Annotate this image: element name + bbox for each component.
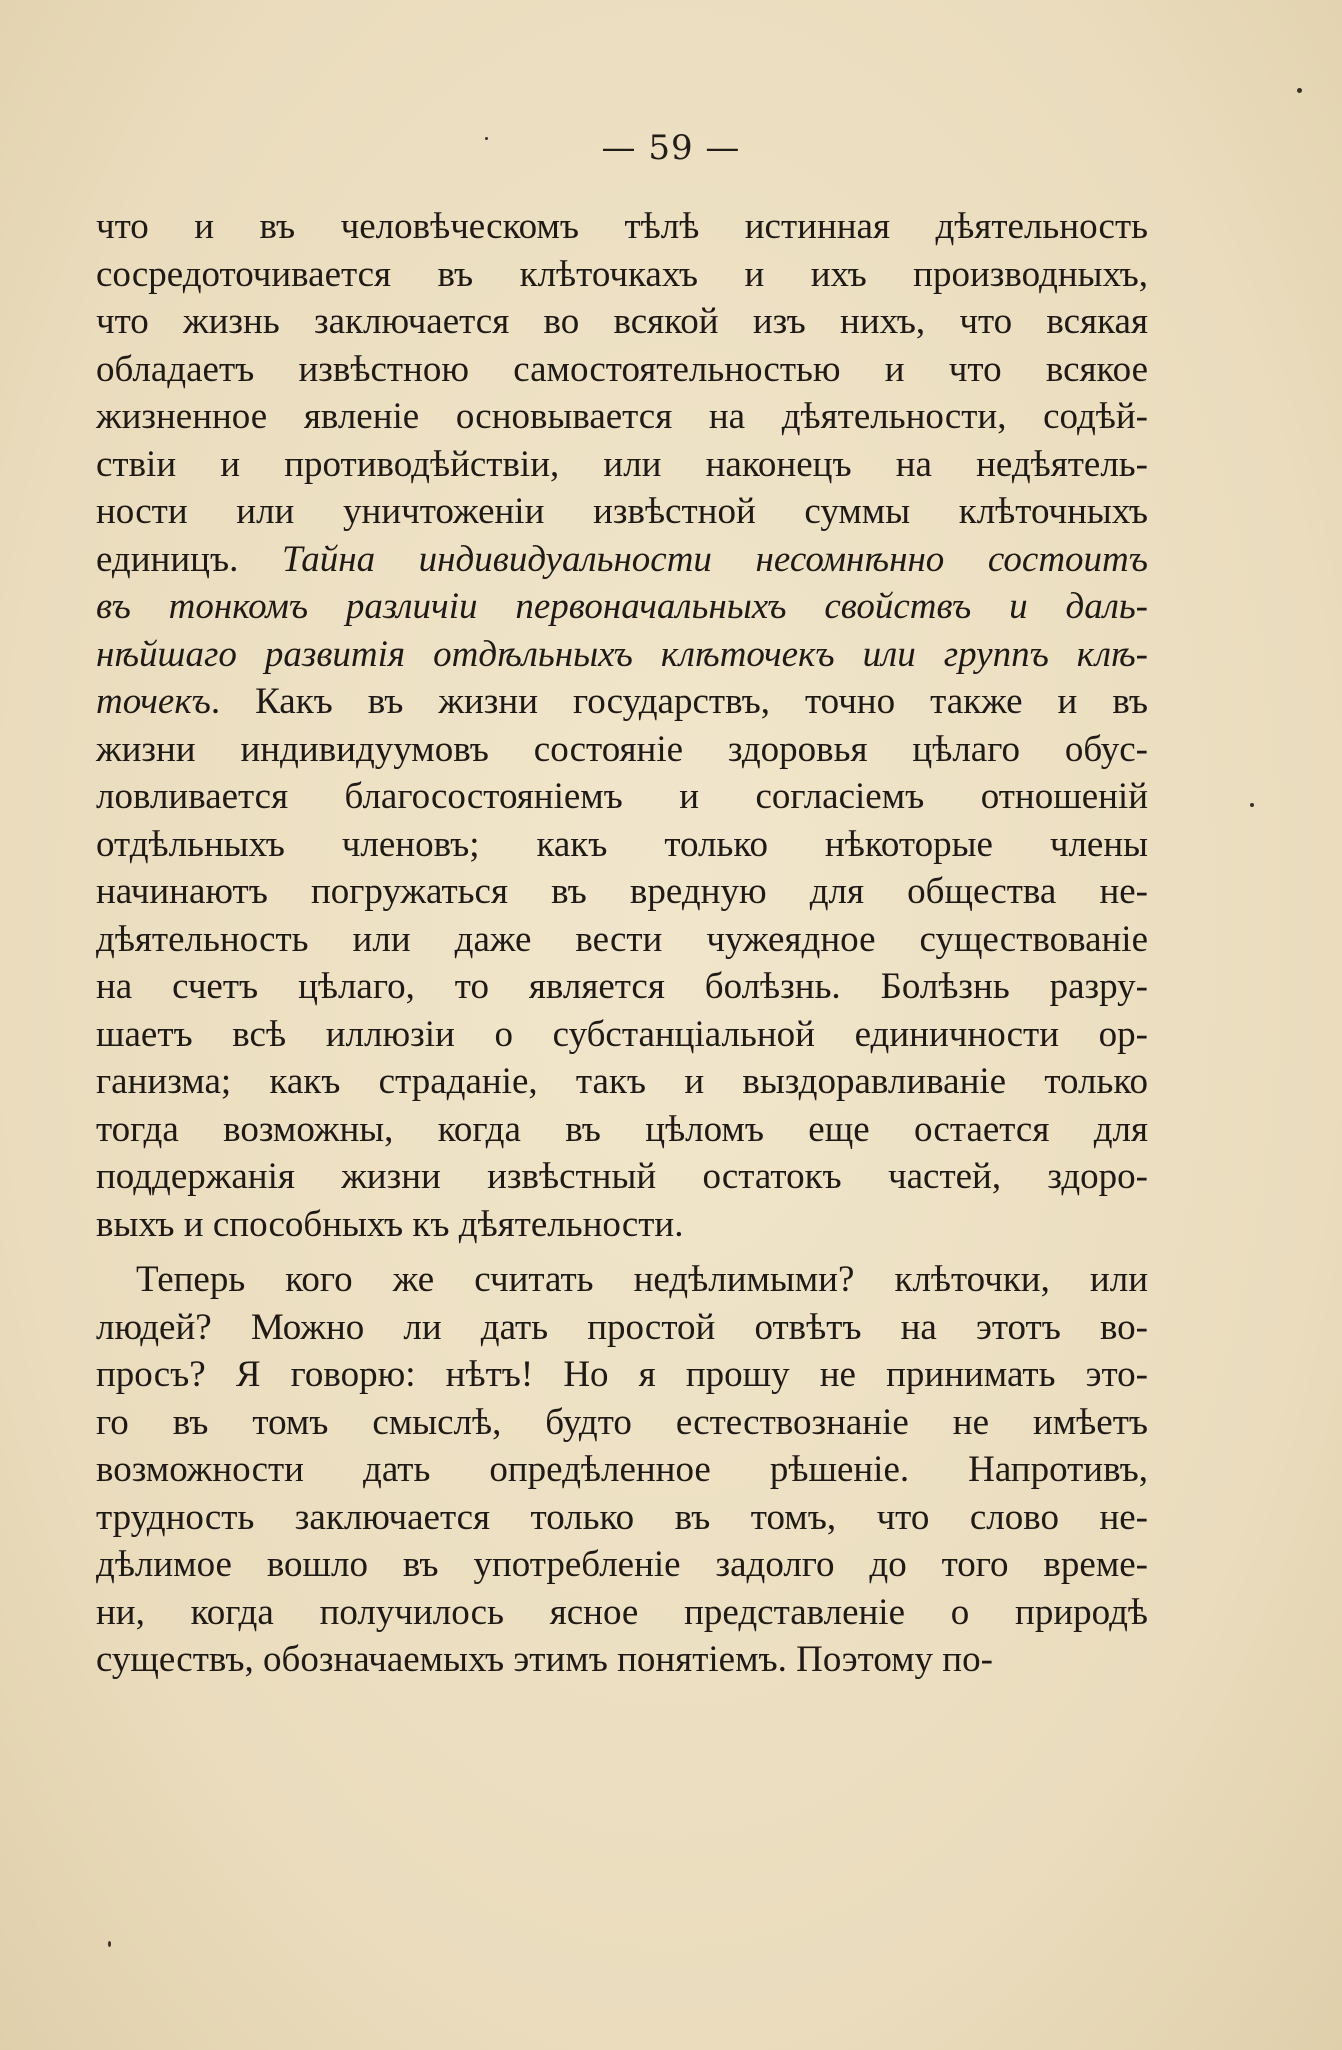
text-line — [96, 441, 1148, 489]
ink-speck — [1297, 88, 1302, 93]
text-line — [96, 1541, 1148, 1589]
text-run: трудность заключается только въ томъ, что слово не- — [96, 1496, 1148, 1538]
text-line — [96, 1201, 1148, 1249]
text-line — [96, 1351, 1148, 1399]
ink-speck — [108, 1941, 111, 1947]
ink-speck — [1250, 803, 1254, 807]
text-line — [96, 1494, 1148, 1542]
text-line — [96, 488, 1148, 536]
text-line — [96, 203, 1148, 251]
text-line — [96, 1446, 1148, 1494]
text-run: что и въ человѣческомъ тѣлѣ истинная дѣятельность — [96, 206, 1148, 247]
text-line — [96, 536, 1148, 584]
text-line — [96, 298, 1148, 346]
text-line — [96, 678, 1148, 726]
text-line — [96, 393, 1148, 441]
text-line — [96, 1106, 1148, 1154]
text-line — [96, 1058, 1148, 1106]
text-line — [96, 1399, 1148, 1447]
text-run: людей? Можно ли дать простой отвѣтъ на этотъ во- — [96, 1306, 1148, 1348]
text-run: просъ? Я говорю: нѣтъ! Но я прошу не принимать это- — [96, 1354, 1148, 1395]
italic-run: Тайна индивидуальности несомнѣнно состоитъ — [281, 538, 1148, 580]
text-run: шаетъ всѣ иллюзіи о субстанціальной единичности ор- — [96, 1013, 1148, 1055]
text-line — [96, 583, 1148, 631]
text-run: дѣлимое вошло въ употребленіе задолго до того време- — [96, 1544, 1148, 1585]
italic-run: точекъ — [96, 681, 211, 722]
text-run: единицъ. — [96, 538, 282, 580]
text-run: го въ томъ смыслѣ, будто естествознаніе не имѣетъ — [96, 1401, 1148, 1443]
text-run: начинаютъ погружаться въ вредную для общества не- — [96, 871, 1148, 912]
text-line — [96, 963, 1148, 1011]
text-line — [96, 821, 1148, 869]
text-run: ни, когда получилось ясное представленіе о природѣ — [96, 1591, 1148, 1633]
text-line — [96, 251, 1148, 299]
text-run: тогда возможны, когда въ цѣломъ еще остается для — [96, 1108, 1148, 1150]
text-run: . Какъ въ жизни государствъ, точно также и въ — [210, 681, 1148, 722]
text-line — [96, 1589, 1148, 1637]
text-line — [96, 1011, 1148, 1059]
text-run: что жизнь заключается во всякой изъ нихъ, что всякая — [96, 301, 1148, 342]
text-run: выхъ и способныхъ къ дѣятельности. — [96, 1203, 684, 1245]
text-line — [96, 1256, 1148, 1304]
text-line — [96, 916, 1148, 964]
text-line — [96, 1636, 1148, 1684]
text-run: жизненное явленіе основывается на дѣятельности, содѣй- — [96, 396, 1148, 437]
italic-run: въ тонкомъ различіи первоначальныхъ свойствъ и даль- — [96, 586, 1148, 627]
text-run: ствіи и противодѣйствіи, или наконецъ на недѣятель- — [96, 443, 1148, 485]
text-run: поддержанія жизни извѣстный остатокъ частей, здоро- — [96, 1156, 1148, 1197]
text-line — [96, 631, 1148, 679]
text-run: ности или уничтоженіи извѣстной суммы клѣточныхъ — [96, 491, 1148, 532]
italic-run: нѣйшаго развитія отдѣльныхъ клѣточекъ или группъ клѣ- — [96, 633, 1148, 675]
text-run: отдѣльныхъ членовъ; какъ только нѣкоторые члены — [96, 823, 1148, 865]
text-run: ганизма; какъ страданіе, такъ и выздоравливаніе только — [96, 1061, 1148, 1102]
ink-speck — [485, 137, 488, 140]
text-run: существъ, обозначаемыхъ этимъ понятіемъ. Поэтому по- — [96, 1639, 993, 1680]
text-line — [96, 868, 1148, 916]
text-run: на счетъ цѣлаго, то является болѣзнь. Болѣзнь разру- — [96, 966, 1148, 1007]
text-line — [96, 1153, 1148, 1201]
text-run: дѣятельность или даже вести чужеядное существованіе — [96, 918, 1148, 960]
body-text — [96, 203, 1148, 1684]
text-run: Теперь кого же считать недѣлимыми? клѣточки, или — [136, 1259, 1148, 1300]
text-line — [96, 726, 1148, 774]
text-run: обладаетъ извѣстною самостоятельностью и что всякое — [96, 348, 1148, 390]
paragraph — [96, 203, 1148, 1248]
paragraph — [96, 1256, 1148, 1684]
text-run: ловливается благосостояніемъ и согласіемъ отношеній — [96, 776, 1148, 817]
text-line — [96, 346, 1148, 394]
text-line — [96, 1304, 1148, 1352]
paragraph-gap — [96, 1248, 1148, 1256]
text-run: возможности дать опредѣленное рѣшеніе. Напротивъ, — [96, 1449, 1148, 1490]
page-number: — 59 — — [601, 128, 741, 168]
text-line — [96, 773, 1148, 821]
text-run: жизни индивидуумовъ состояніе здоровья цѣлаго обус- — [96, 728, 1148, 770]
text-run: сосредоточивается въ клѣточкахъ и ихъ производныхъ, — [96, 253, 1148, 295]
